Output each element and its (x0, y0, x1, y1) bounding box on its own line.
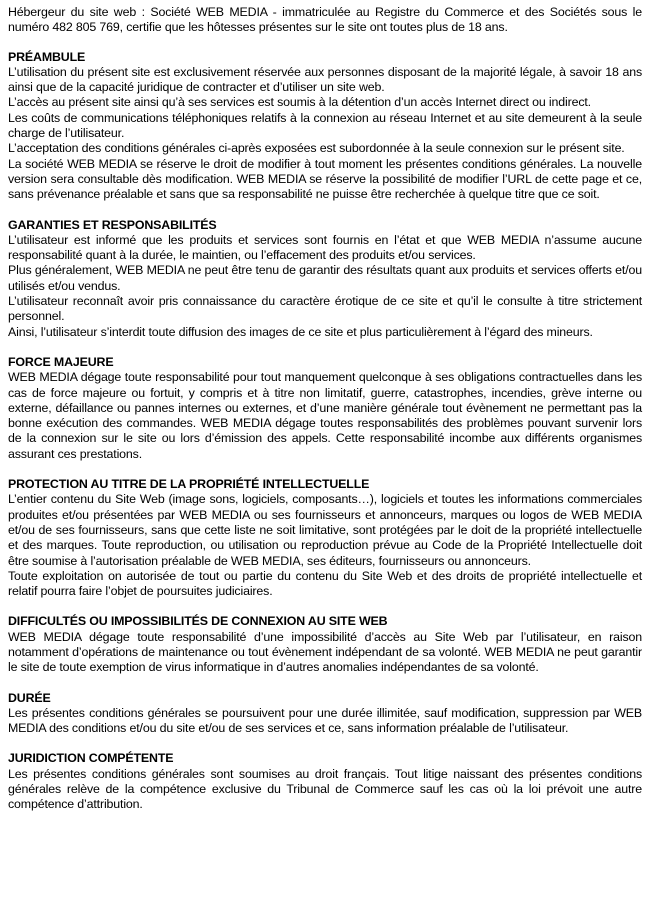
intro-paragraph: Hébergeur du site web : Société WEB MEDIA - immatriculée au Registre du Commerce et des Sociétés sous le numéro 482 805 769, certifie que les hôtesses présentes sur le site ont toutes plus de 18 ans. (8, 5, 642, 35)
paragraph: Toute exploitation on autorisée de tout ou partie du contenu du Site Web et des droits de propriété intellectuelle et relatif pourra faire l’objet de poursuites judiciaires. (8, 568, 642, 599)
paragraph: Les présentes conditions générales se poursuivent pour une durée illimitée, sauf modification, suppression par WEB MEDIA des conditions et/ou du site et/ou de ses services et ce, sans information préalable de l’utilisateur. (8, 705, 642, 736)
section-force-majeure (8, 355, 642, 462)
section-propriete-intellectuelle (8, 477, 642, 599)
paragraph: L’utilisation du présent site est exclusivement réservée aux personnes disposant de la majorité légale, à savoir 18 ans ainsi que de la capacité juridique de contracter et d’utiliser un site web. (8, 64, 642, 95)
section-juridiction (8, 751, 642, 812)
section-title: DIFFICULTÉS OU IMPOSSIBILITÉS DE CONNEXION AU SITE WEB (8, 614, 388, 629)
paragraph: L’entier contenu du Site Web (image sons, logiciels, composants…), logiciels et toutes les informations commerciales produites et/ou présentées par WEB MEDIA ou ses fournisseurs et annonceurs, marques ou logos de WEB MEDIA et/ou de ses fournisseurs, sans que cette liste ne soit limitative, sont protégées par le doit de la propriété intellectuelle et des marques. Toute reproduction, ou utilisation ou reproduction prévue au Code de la Propriété Intellectuelle doit être soumise à l’autorisation préalable de WEB MEDIA, ses éditeurs, fournisseurs ou annonceurs. (8, 492, 642, 568)
paragraph: Plus généralement, WEB MEDIA ne peut être tenu de garantir des résultats quant aux produits et services offerts et/ou utilisés et/ou vendus. (8, 263, 642, 293)
paragraph: Les présentes conditions générales sont soumises au droit français. Tout litige naissant des présentes conditions générales relève de la compétence exclusive du Tribunal de Commerce sauf les cas où la loi prévoit une autre compétence d’attribution. (8, 766, 642, 812)
paragraph: L’utilisateur reconnaît avoir pris connaissance du caractère érotique de ce site et qu’il le consulte à titre strictement personnel. (8, 294, 642, 324)
section-title: PRÉAMBULE (8, 49, 86, 64)
section-preambule (8, 50, 642, 203)
paragraph: WEB MEDIA dégage toute responsabilité d’une impossibilité d’accès au Site Web par l’utilisateur, en raison notamment d’opérations de maintenance ou tout évènement indépendant de sa volonté. WEB MEDIA ne peut garantir le site de toute exemption de virus informatique in d’autres anomalies indépendantes de sa volonté. (8, 629, 642, 675)
section-title: PROTECTION AU TITRE DE LA PROPRIÉTÉ INTELLECTUELLE (8, 477, 370, 492)
section-title: DURÉE (8, 690, 51, 705)
paragraph: Ainsi, l’utilisateur s’interdit toute diffusion des images de ce site et plus particulièrement à l’égard des mineurs. (8, 324, 593, 339)
section-garanties (8, 218, 642, 340)
paragraph: Les coûts de communications téléphoniques relatifs à la connexion au réseau Internet et au site demeurent à la seule charge de l’utilisateur. (8, 110, 642, 141)
paragraph: L’acceptation des conditions générales ci-après exposées est subordonnée à la seule connexion sur le présent site. (8, 141, 625, 156)
paragraph: WEB MEDIA dégage toute responsabilité pour tout manquement quelconque à ses obligations contractuelles dans les cas de force majeure ou fortuit, y compris et à titre non limitatif, guerre, catastrophes, incendies, grève interne ou externe, défaillance ou pannes internes ou externes, et d’une manière générale tout évènement ne permettant pas la bonne exécution des commandes. WEB MEDIA dégage toutes responsabilités des problèmes pouvant survenir lors de la connexion sur le site ou lors d’émission des appels. Cette responsabilité incombe aux différents organismes assurant ces prestations. (8, 370, 642, 461)
section-title: GARANTIES ET RESPONSABILITÉS (8, 217, 217, 232)
paragraph: La société WEB MEDIA se réserve le droit de modifier à tout moment les présentes conditions générales. La nouvelle version sera consultable dès modification. WEB MEDIA se réserve la possibilité de modifier l’URL de cette page et ce, sans prévenance préalable et sans que sa responsabilité ne puisse être recherchée à quelque titre que ce soit. (8, 156, 642, 202)
section-title: JURIDICTION COMPÉTENTE (8, 751, 174, 766)
section-connexion (8, 614, 642, 675)
section-title: FORCE MAJEURE (8, 354, 114, 369)
intro-section (8, 5, 642, 36)
paragraph: L’accès au présent site ainsi qu’à ses services est soumis à la détention d’un accès Internet direct ou indirect. (8, 95, 591, 110)
section-duree (8, 691, 642, 737)
paragraph: L’utilisateur est informé que les produits et services sont fournis en l’état et que WEB MEDIA n’assume aucune responsabilité quant à la durée, le maintien, ou l’effacement des produits et/ou services. (8, 232, 642, 263)
